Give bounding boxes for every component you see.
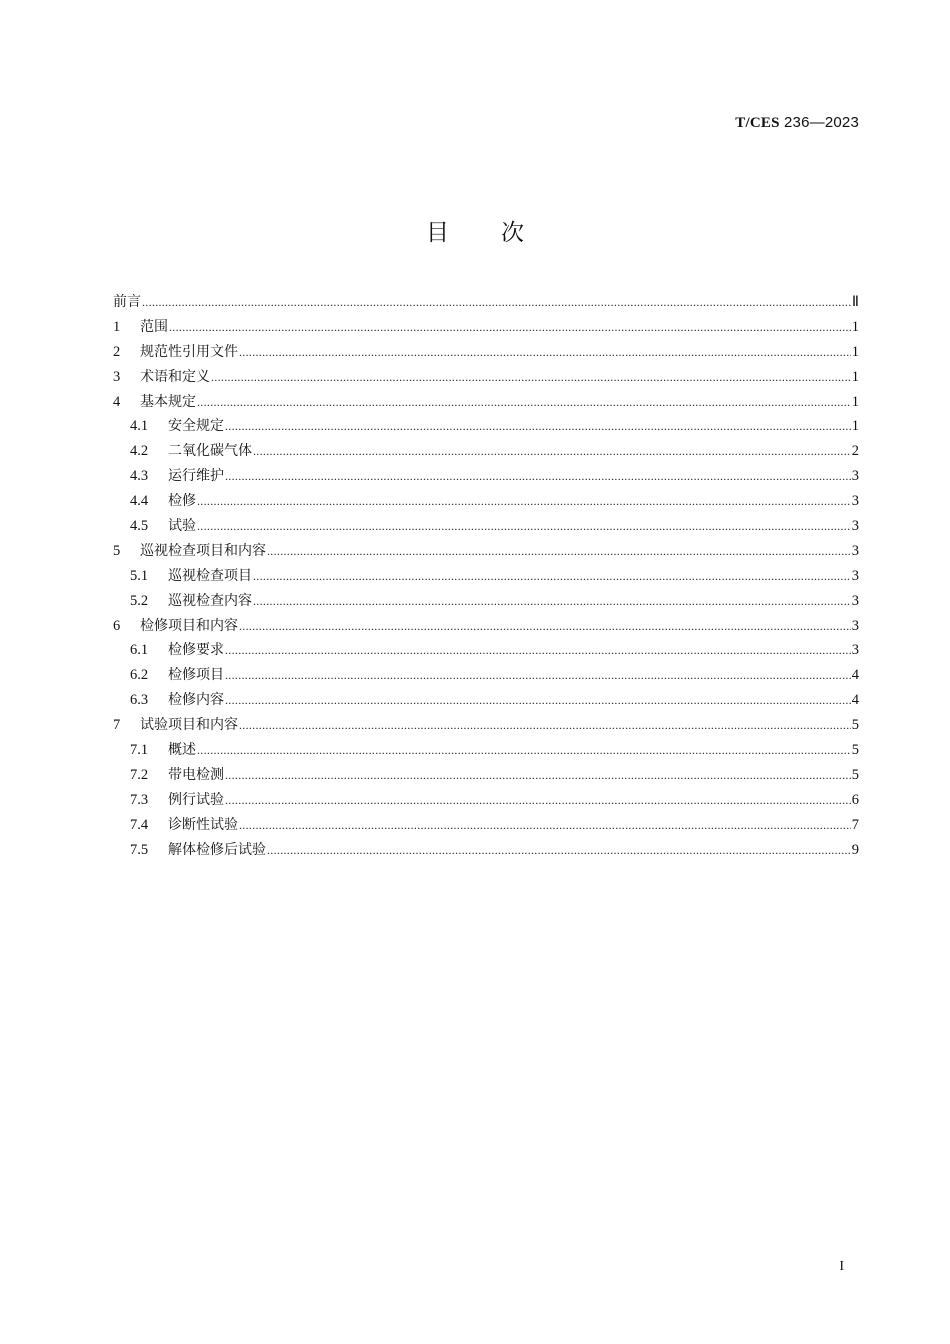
page-number: I — [839, 1259, 844, 1274]
standard-code-prefix: T/CES — [735, 115, 780, 131]
toc-entry-title: 带电检测 — [168, 766, 224, 783]
toc-entry-number: 4.4 — [130, 493, 149, 510]
toc-dot-leader — [197, 392, 851, 412]
toc-dot-leader — [142, 292, 851, 312]
toc-entry-number: 5.2 — [130, 592, 149, 609]
toc-entry-title: 安全规定 — [168, 418, 224, 435]
toc-entry-number: 5 — [113, 542, 121, 559]
toc-entry[interactable] — [113, 317, 859, 342]
toc-entry-title: 检修 — [168, 493, 196, 510]
toc-entry-page: 6 — [851, 791, 859, 808]
toc-entry-number: 6.3 — [130, 692, 149, 709]
toc-entry-page: 7 — [851, 816, 859, 833]
toc-entry[interactable] — [113, 690, 859, 715]
toc-entry-number: 4 — [113, 393, 121, 410]
toc-entry-number: 1 — [113, 318, 121, 335]
toc-entry-page: 3 — [851, 493, 859, 510]
toc-entry-page: 5 — [851, 766, 859, 783]
toc-entry[interactable] — [113, 466, 859, 491]
toc-entry-page: 3 — [851, 642, 859, 659]
toc-entry-title: 巡视检查内容 — [168, 592, 252, 609]
toc-entry[interactable] — [113, 815, 859, 840]
toc-entry[interactable] — [113, 591, 859, 616]
toc-entry-page: 1 — [851, 343, 859, 360]
toc-entry-title: 试验项目和内容 — [140, 717, 238, 734]
toc-entry-number: 7 — [113, 717, 121, 734]
toc-dot-leader — [197, 491, 851, 511]
toc-entry[interactable] — [113, 790, 859, 815]
toc-entry[interactable] — [113, 715, 859, 740]
toc-entry-title: 术语和定义 — [140, 368, 210, 385]
toc-entry-number: 4.3 — [130, 468, 149, 485]
toc-entry[interactable] — [113, 840, 859, 865]
toc-entry[interactable] — [113, 541, 859, 566]
toc-entry[interactable] — [113, 292, 859, 317]
toc-entry-title: 检修要求 — [168, 642, 224, 659]
table-of-contents — [113, 292, 859, 864]
toc-dot-leader — [267, 541, 851, 561]
toc-dot-leader — [239, 715, 851, 735]
toc-entry[interactable] — [113, 516, 859, 541]
toc-entry-page: 5 — [851, 742, 859, 759]
toc-entry-title: 检修内容 — [168, 692, 224, 709]
toc-entry[interactable] — [113, 416, 859, 441]
toc-dot-leader — [197, 516, 851, 536]
toc-entry-title: 运行维护 — [168, 468, 224, 485]
toc-dot-leader — [225, 665, 851, 685]
toc-entry-page: 4 — [851, 667, 859, 684]
toc-dot-leader — [225, 765, 851, 785]
toc-entry-title: 范围 — [140, 318, 168, 335]
toc-entry-title: 巡视检查项目和内容 — [140, 542, 266, 559]
toc-entry-page: Ⅱ — [851, 294, 859, 310]
toc-entry-page: 5 — [851, 717, 859, 734]
toc-entry-number: 6.2 — [130, 667, 149, 684]
toc-entry-page: 2 — [851, 443, 859, 460]
toc-entry[interactable] — [113, 441, 859, 466]
toc-entry-number: 6 — [113, 617, 121, 634]
toc-entry[interactable] — [113, 616, 859, 641]
toc-entry-title: 概述 — [168, 742, 196, 759]
toc-dot-leader — [169, 317, 851, 337]
toc-dot-leader — [211, 367, 851, 387]
toc-entry-number: 7.5 — [130, 841, 149, 858]
toc-dot-leader — [225, 640, 851, 660]
toc-entry-number: 4.1 — [130, 418, 149, 435]
toc-entry[interactable] — [113, 665, 859, 690]
toc-entry[interactable] — [113, 765, 859, 790]
toc-entry-page: 1 — [851, 368, 859, 385]
toc-entry-title: 试验 — [168, 518, 196, 535]
toc-entry-title: 解体检修后试验 — [168, 841, 266, 858]
toc-dot-leader — [225, 790, 851, 810]
toc-entry[interactable] — [113, 740, 859, 765]
toc-entry-title: 基本规定 — [140, 393, 196, 410]
toc-entry-title: 巡视检查项目 — [168, 567, 252, 584]
toc-entry-title: 检修项目和内容 — [140, 617, 238, 634]
toc-dot-leader — [253, 591, 851, 611]
toc-entry-page: 3 — [851, 617, 859, 634]
toc-entry-number: 7.2 — [130, 766, 149, 783]
toc-entry-title: 规范性引用文件 — [140, 343, 238, 360]
standard-code-number: 236—2023 — [779, 114, 859, 131]
toc-entry-number: 4.5 — [130, 518, 149, 535]
toc-entry[interactable] — [113, 566, 859, 591]
toc-entry-number: 7.1 — [130, 742, 149, 759]
toc-entry-number: 5.1 — [130, 567, 149, 584]
toc-entry-page: 1 — [851, 393, 859, 410]
toc-dot-leader — [267, 840, 851, 860]
toc-entry-number: 3 — [113, 368, 121, 385]
toc-title: 目次 — [426, 220, 576, 246]
toc-entry[interactable] — [113, 640, 859, 665]
toc-entry-number: 6.1 — [130, 642, 149, 659]
toc-entry-number: 7.3 — [130, 791, 149, 808]
toc-entry-page: 3 — [851, 518, 859, 535]
toc-dot-leader — [239, 815, 851, 835]
toc-entry-number: 2 — [113, 343, 121, 360]
toc-entry-page: 4 — [851, 692, 859, 709]
toc-dot-leader — [197, 740, 851, 760]
toc-dot-leader — [239, 342, 851, 362]
standard-code — [735, 114, 859, 132]
toc-entry-number: 4.2 — [130, 443, 149, 460]
toc-entry-title: 二氧化碳气体 — [168, 443, 252, 460]
toc-entry[interactable] — [113, 491, 859, 516]
toc-dot-leader — [225, 690, 851, 710]
toc-entry-title: 检修项目 — [168, 667, 224, 684]
toc-dot-leader — [225, 466, 851, 486]
toc-entry[interactable] — [113, 342, 859, 367]
toc-entry-title: 前言 — [113, 294, 141, 310]
toc-dot-leader — [239, 616, 851, 636]
toc-entry-page: 1 — [851, 418, 859, 435]
toc-entry-title: 诊断性试验 — [168, 816, 238, 833]
toc-dot-leader — [253, 441, 851, 461]
toc-entry-page: 3 — [851, 542, 859, 559]
toc-entry-page: 9 — [851, 841, 859, 858]
toc-entry-number: 7.4 — [130, 816, 149, 833]
toc-dot-leader — [253, 566, 851, 586]
toc-entry-title: 例行试验 — [168, 791, 224, 808]
toc-dot-leader — [225, 416, 851, 436]
toc-entry-page: 3 — [851, 468, 859, 485]
toc-entry-page: 1 — [851, 318, 859, 335]
toc-entry[interactable] — [113, 392, 859, 417]
toc-entry[interactable] — [113, 367, 859, 392]
toc-entry-page: 3 — [851, 592, 859, 609]
toc-entry-page: 3 — [851, 567, 859, 584]
